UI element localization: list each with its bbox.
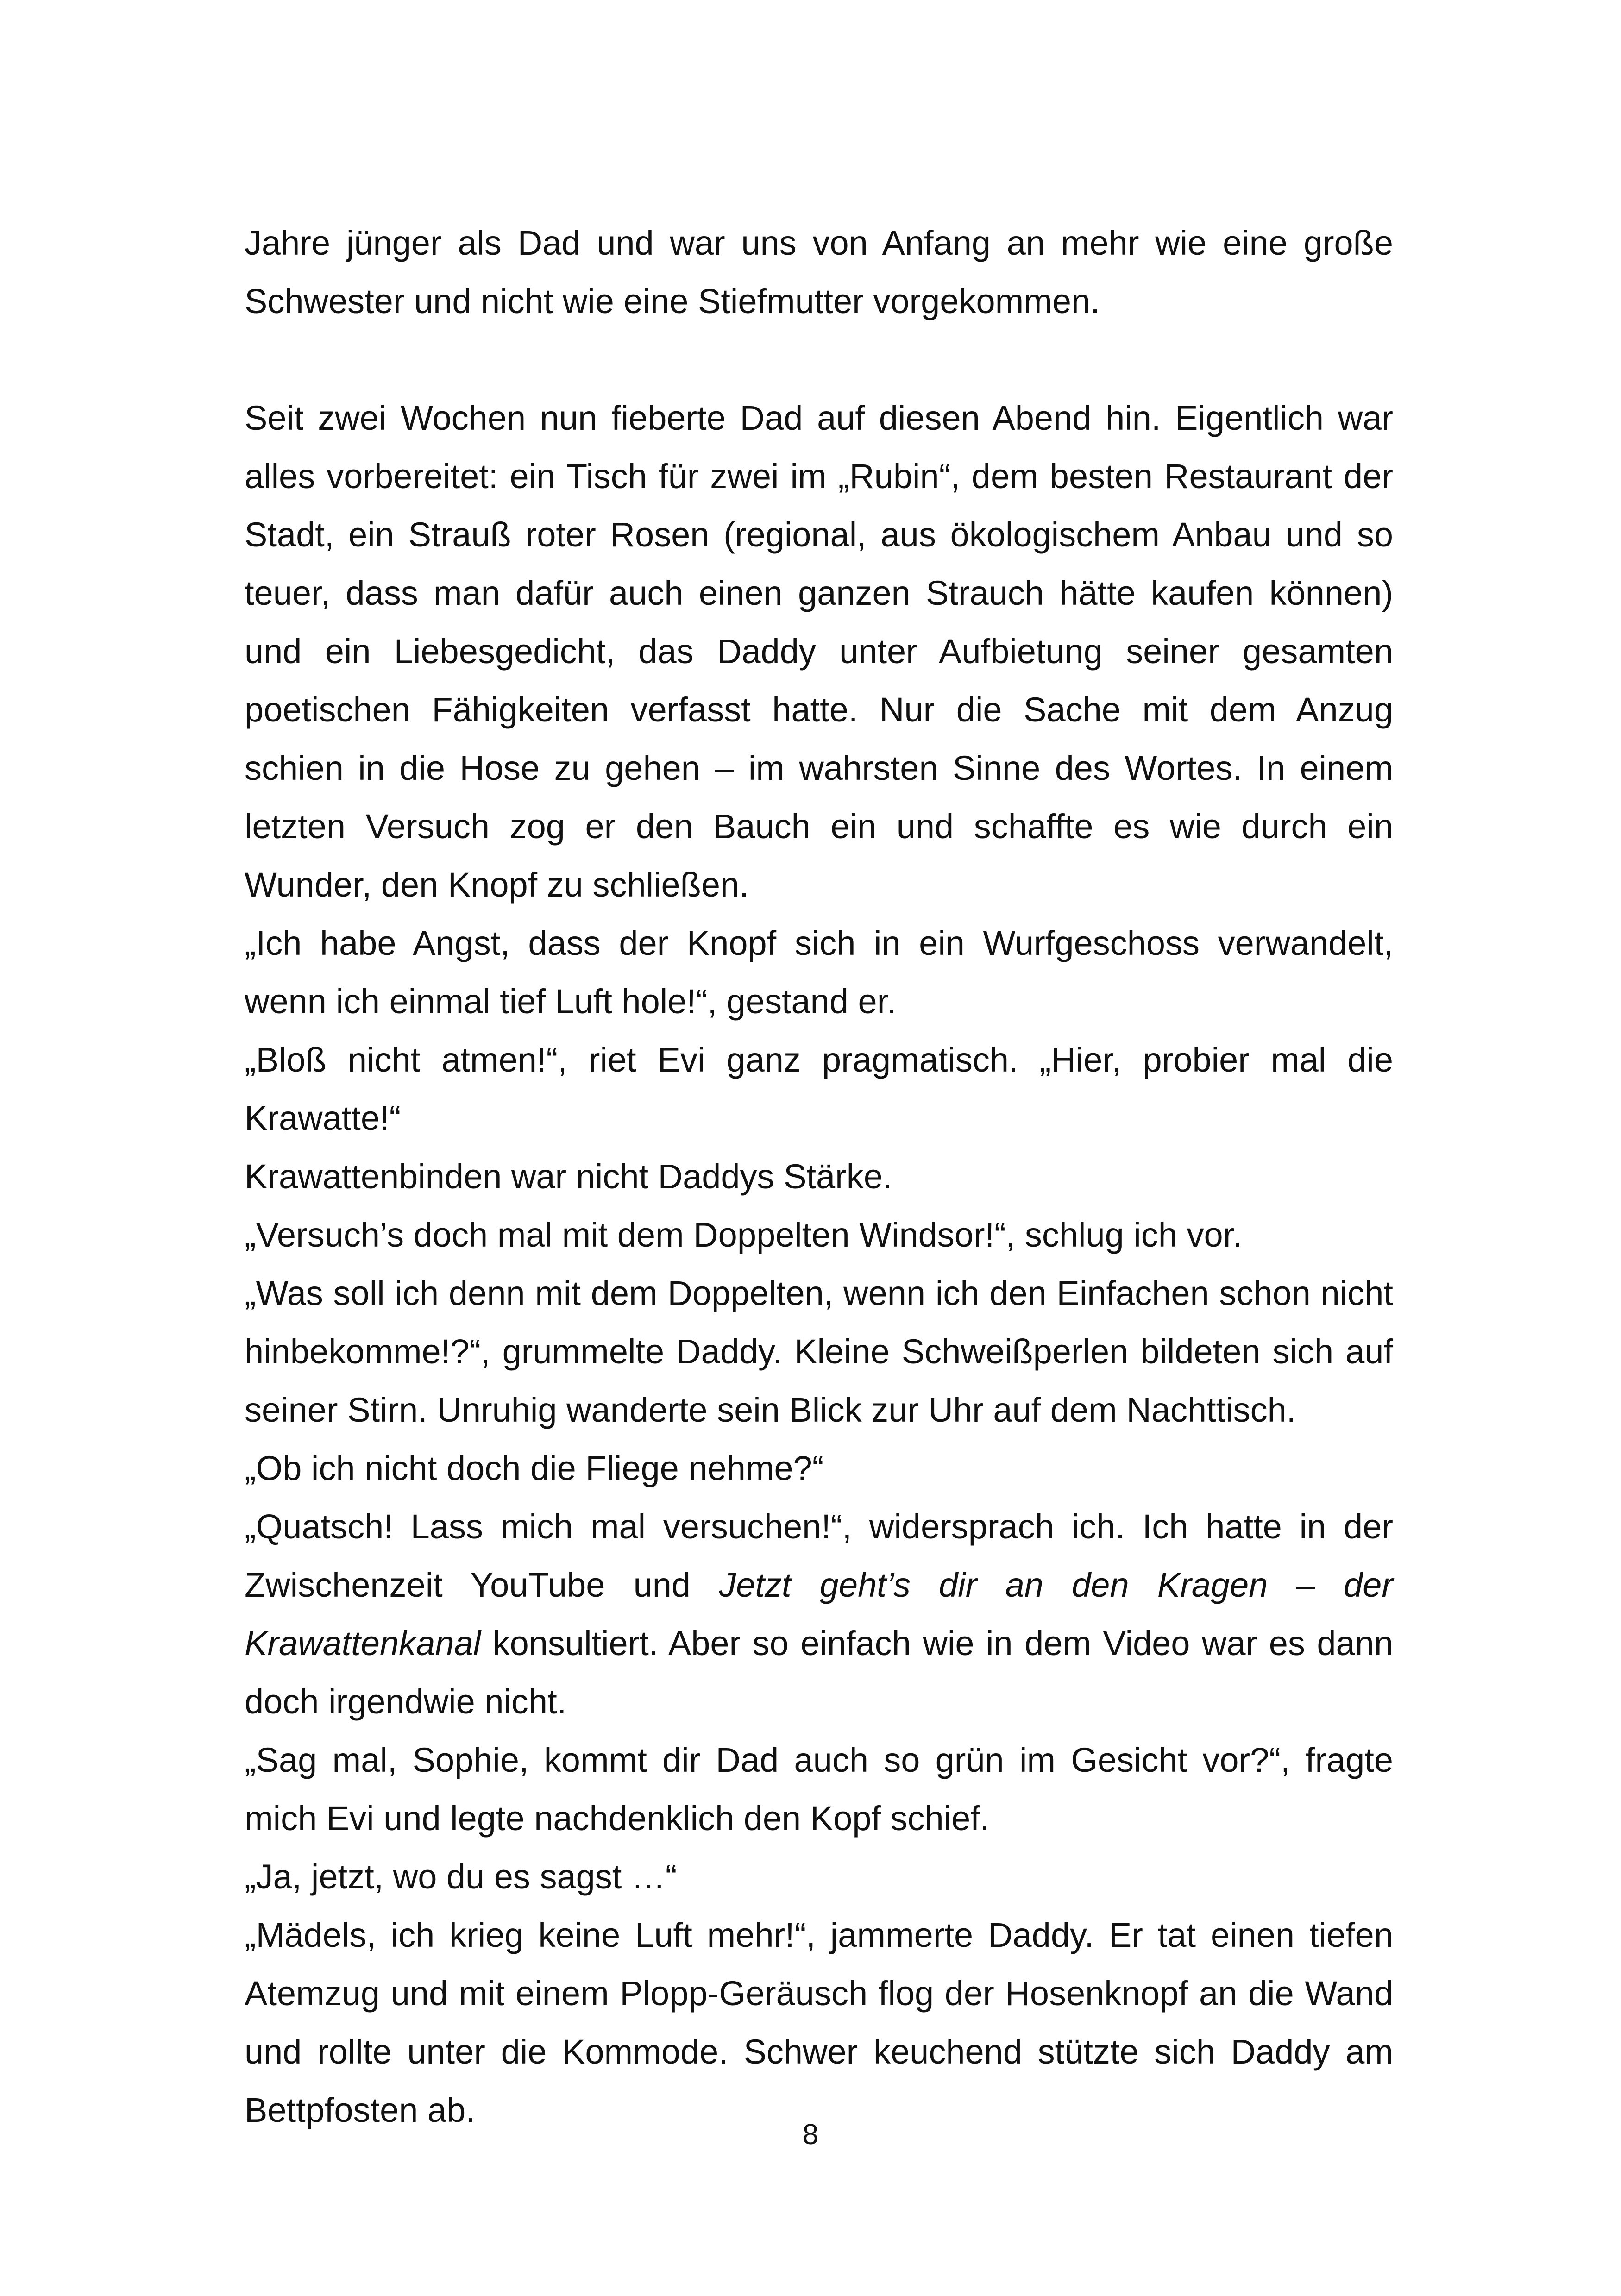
paragraph-text: „Quatsch! Lass mich mal versuchen!“, widersprach ich. Ich hatte in der Zwischenzeit YouTube und xyxy=(245,1507,1393,1604)
paragraph: „Ich habe Angst, dass der Knopf sich in ein Wurfgeschoss verwandelt, wenn ich einmal tief Luft hole!“, gestand er. xyxy=(245,924,1393,1021)
paragraph: „Ja, jetzt, wo du es sagst …“ xyxy=(245,1857,677,1896)
page-body xyxy=(245,214,1393,2139)
paragraph: „Was soll ich denn mit dem Doppelten, wenn ich den Einfachen schon nicht hinbekomme!?“, grummelte Daddy. Kleine Schweißperlen bildeten sich auf seiner Stirn. Unruhig wanderte sein Blick zur Uhr auf dem Nachttisch. xyxy=(245,1274,1393,1429)
paragraph xyxy=(245,1498,1393,1731)
paragraph: „Mädels, ich krieg keine Luft mehr!“, jammerte Daddy. Er tat einen tiefen Atemzug und mit einem Plopp-Geräusch flog der Hosenknopf an die Wand und rollte unter die Kommode. Schwer keuchend stützte sich Daddy am Bettpfosten ab. xyxy=(245,1916,1393,2129)
paragraph: Krawattenbinden war nicht Daddys Stärke. xyxy=(245,1157,892,1196)
paragraph-text: konsultiert. Aber so einfach wie in dem Video war es dann doch irgendwie nicht. xyxy=(245,1624,1393,1721)
paragraph: Jahre jünger als Dad und war uns von Anfang an mehr wie eine große Schwester und nicht wie eine Stiefmutter vorgekommen. xyxy=(245,224,1393,320)
paragraph: Seit zwei Wochen nun fieberte Dad auf diesen Abend hin. Eigentlich war alles vorbereitet: ein Tisch für zwei im „Rubin“, dem besten Restaurant der Stadt, ein Strauß roter Rosen (regional, aus ökologischem Anbau und so teuer, dass man dafür auch einen ganzen Strauch hätte kaufen können) und ein Liebesgedicht, das Daddy unter Aufbietung seiner gesamten poetischen Fähigkeiten verfasst hatte. Nur die Sache mit dem Anzug schien in die Hose zu gehen – im wahrsten Sinne des Wortes. In einem letzten Versuch zog er den Bauch ein und schaffte es wie durch ein Wunder, den Knopf zu schließen. xyxy=(245,399,1393,904)
paragraph: „Ob ich nicht doch die Fliege nehme?“ xyxy=(245,1449,824,1487)
paragraph: „Bloß nicht atmen!“, riet Evi ganz pragmatisch. „Hier, probier mal die Krawatte!“ xyxy=(245,1041,1393,1137)
paragraph: „Versuch’s doch mal mit dem Doppelten Windsor!“, schlug ich vor. xyxy=(245,1216,1242,1254)
page-number: 8 xyxy=(802,2119,819,2151)
paragraph: „Sag mal, Sophie, kommt dir Dad auch so grün im Gesicht vor?“, fragte mich Evi und legte nachdenklich den Kopf schief. xyxy=(245,1741,1393,1838)
channel-title: Jetzt geht’s dir an den Kragen – der Krawattenkanal xyxy=(245,1566,1393,1662)
